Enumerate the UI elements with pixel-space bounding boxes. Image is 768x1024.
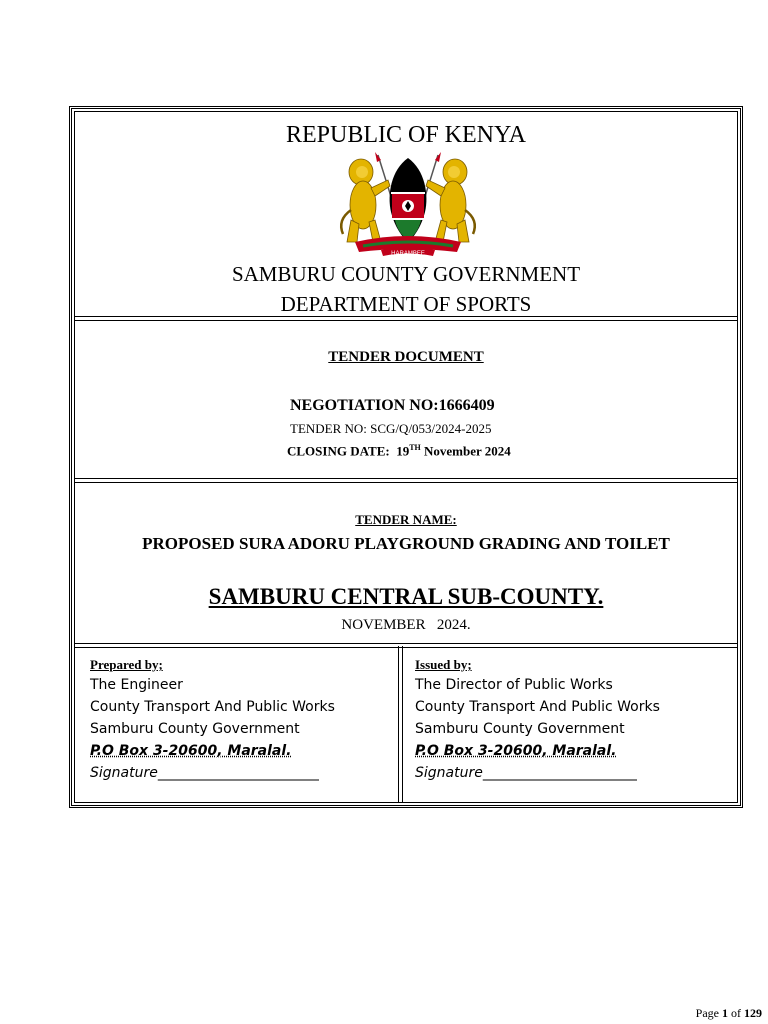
issued-by-department: County Transport And Public Works [415, 699, 660, 715]
prepared-by-block [90, 656, 335, 784]
issued-by-signature-line: Signature______________________ [415, 765, 637, 781]
prepared-by-label: Prepared by; [90, 657, 163, 672]
department-name: DEPARTMENT OF SPORTS [280, 292, 532, 316]
issued-by-government: Samburu County Government [415, 721, 625, 737]
page-label: Page [695, 1006, 719, 1020]
page-current: 1 [722, 1006, 728, 1020]
tender-name-label: TENDER NAME: [355, 512, 457, 527]
prepared-by-title: The Engineer [90, 677, 183, 693]
prepared-by-address: P.O Box 3-20600, Maralal. [90, 743, 292, 759]
column-divider [398, 646, 403, 802]
prepared-by-government: Samburu County Government [90, 721, 300, 737]
project-title: PROPOSED SURA ADORU PLAYGROUND GRADING AND TOILET [142, 534, 670, 553]
county-name: SAMBURU COUNTY GOVERNMENT [231, 262, 581, 286]
issued-by-address: P.O Box 3-20600, Maralal. [415, 743, 617, 759]
section-divider [75, 643, 737, 648]
issued-by-label: Issued by; [415, 657, 472, 672]
page-number [696, 1006, 762, 1021]
closing-date [287, 443, 511, 459]
closing-date-day: 19 [396, 443, 410, 459]
document-frame [69, 106, 743, 808]
page-total: 129 [744, 1006, 762, 1020]
project-location: SAMBURU CENTRAL SUB-COUNTY. [208, 584, 604, 609]
issued-by-title: The Director of Public Works [415, 677, 613, 693]
issued-by-block [415, 656, 660, 784]
section-divider [75, 316, 737, 321]
prepared-by-department: County Transport And Public Works [90, 699, 335, 715]
coat-of-arms-motto: HARAMBEE [391, 251, 425, 257]
prepared-by-signature-line: Signature_______________________ [90, 765, 319, 781]
document-inner-border [74, 111, 738, 803]
tender-date: NOVEMBER 2024. [341, 617, 471, 633]
tender-number: TENDER NO: SCG/Q/053/2024-2025 [290, 421, 492, 436]
closing-date-month-year: November 2024 [424, 443, 511, 459]
kenya-coat-of-arms-icon [333, 150, 483, 260]
section-divider [75, 478, 737, 483]
closing-date-label: CLOSING DATE: [287, 443, 390, 459]
tender-document-label: TENDER DOCUMENT [328, 349, 484, 365]
closing-date-suffix: TH [409, 443, 421, 452]
negotiation-number: NEGOTIATION NO:1666409 [290, 397, 495, 414]
page-of: of [731, 1006, 741, 1020]
country-heading: REPUBLIC OF KENYA [285, 122, 527, 148]
